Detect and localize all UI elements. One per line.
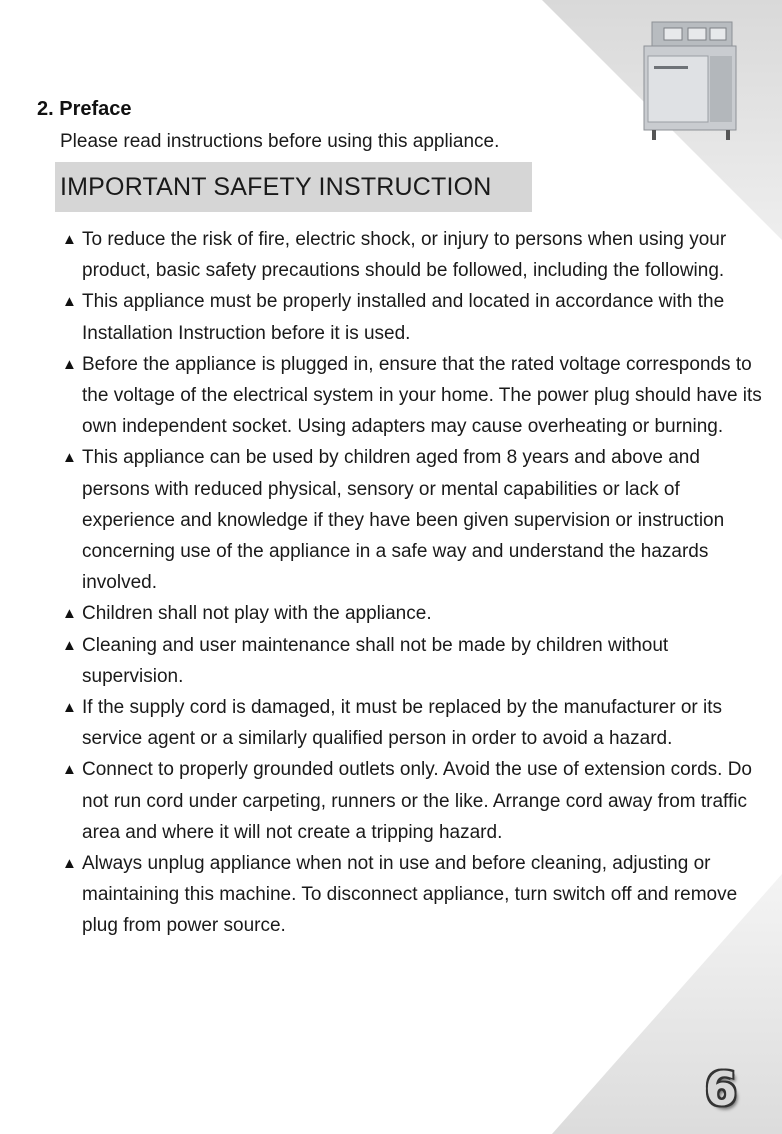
- intro-text: Please read instructions before using this appliance.: [60, 131, 500, 152]
- list-item-text: To reduce the risk of fire, electric shock, or injury to persons when using your product, basic safety precautions should be followed, including the following.: [82, 229, 727, 282]
- list-item-text: This appliance can be used by children aged from 8 years and above and persons with reduced physical, sensory or mental capabilities or lack of experience and knowledge if they have been given supervision or instruction concerning use of the appliance in a safe way and understand the hazards involved.: [82, 447, 725, 594]
- refrigerator-counter-image: [630, 14, 742, 144]
- list-item: [62, 442, 762, 598]
- safety-banner: IMPORTANT SAFETY INSTRUCTION: [55, 162, 532, 212]
- triangle-bullet-icon: ▲: [62, 355, 77, 373]
- triangle-bullet-icon: ▲: [62, 855, 77, 873]
- list-item: [62, 848, 762, 942]
- triangle-bullet-icon: ▲: [62, 449, 77, 467]
- list-item: [62, 692, 762, 754]
- list-item-text: Connect to properly grounded outlets only. Avoid the use of extension cords. Do not run cord under carpeting, runners or the like. Arrange cord away from traffic area and where it will not create a tripping hazard.: [82, 759, 752, 843]
- list-item: [62, 754, 762, 848]
- list-item-text: Cleaning and user maintenance shall not be made by children without supervision.: [82, 634, 669, 687]
- safety-list: [62, 224, 762, 942]
- list-item: [62, 598, 762, 629]
- list-item-text: Children shall not play with the appliance.: [82, 603, 432, 625]
- list-item-text: Always unplug appliance when not in use and before cleaning, adjusting or maintaining this machine. To disconnect appliance, turn switch off and remove plug from power source.: [82, 853, 738, 937]
- triangle-bullet-icon: ▲: [62, 231, 77, 248]
- page-number: 6: [705, 1062, 738, 1116]
- list-item: [62, 630, 762, 692]
- list-item-text: Before the appliance is plugged in, ensure that the rated voltage corresponds to the voltage of the electrical system in your home. The power plug should have its own independent socket. Using adapters may cause overheating or burning.: [82, 353, 762, 438]
- list-item: [62, 224, 762, 286]
- list-item-text: This appliance must be properly installed and located in accordance with the Installation Instruction before it is used.: [82, 291, 725, 344]
- list-item: [62, 286, 762, 348]
- list-item: [62, 349, 762, 443]
- triangle-bullet-icon: ▲: [62, 605, 77, 623]
- section-title: 2. Preface: [37, 98, 132, 120]
- triangle-bullet-icon: ▲: [62, 761, 77, 779]
- triangle-bullet-icon: ▲: [62, 636, 77, 654]
- triangle-bullet-icon: ▲: [62, 699, 77, 717]
- triangle-bullet-icon: ▲: [62, 293, 77, 311]
- list-item-text: If the supply cord is damaged, it must be replaced by the manufacturer or its service agent or a similarly qualified person in order to avoid a hazard.: [82, 697, 722, 750]
